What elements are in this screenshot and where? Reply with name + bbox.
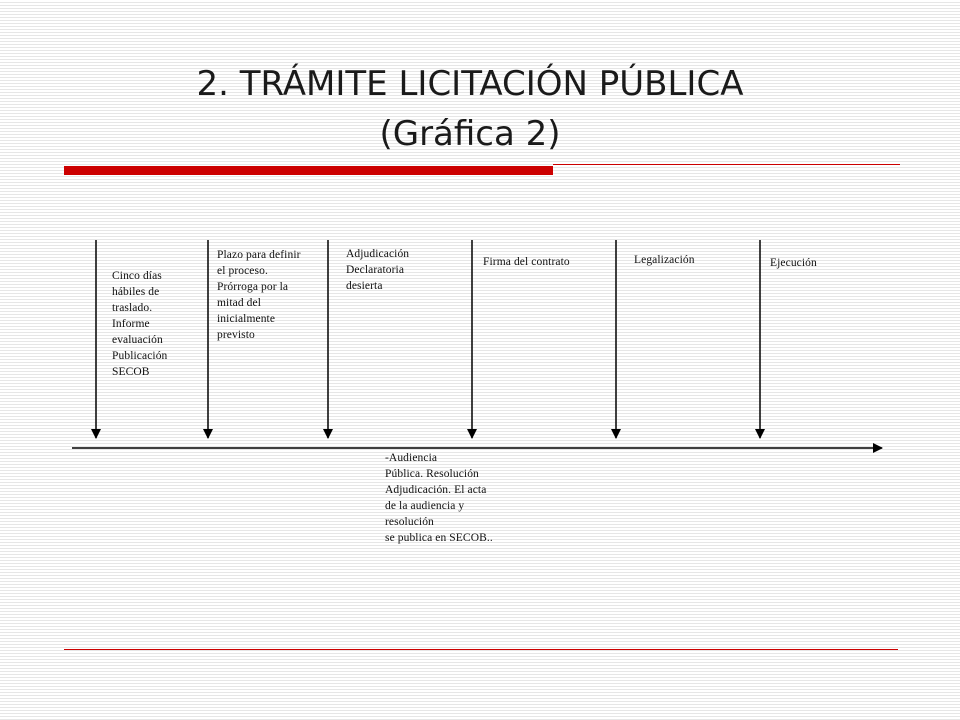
stage-label-traslado: Cinco días hábiles de traslado. Informe evaluación Publicación SECOB — [112, 270, 168, 378]
stage-label-legalizacion: Legalización — [634, 254, 695, 266]
stage-label-ejecucion: Ejecución — [770, 257, 817, 269]
stage-label-firma: Firma del contrato — [483, 256, 570, 268]
audiencia-note: -Audiencia Pública. Resolución Adjudicación. El acta de la audiencia y resolución se publica en SECOB.. — [385, 452, 493, 544]
stage-label-adjudicacion: Adjudicación Declaratoria desierta — [346, 248, 410, 292]
slide-title: 2. TRÁMITE LICITACIÓN PÚBLICA — [196, 64, 744, 104]
stage-label-plazo: Plazo para definir el proceso. Prórroga por la mitad del inicialmente previsto — [217, 249, 301, 341]
slide-subtitle: (Gráfica 2) — [379, 114, 561, 154]
